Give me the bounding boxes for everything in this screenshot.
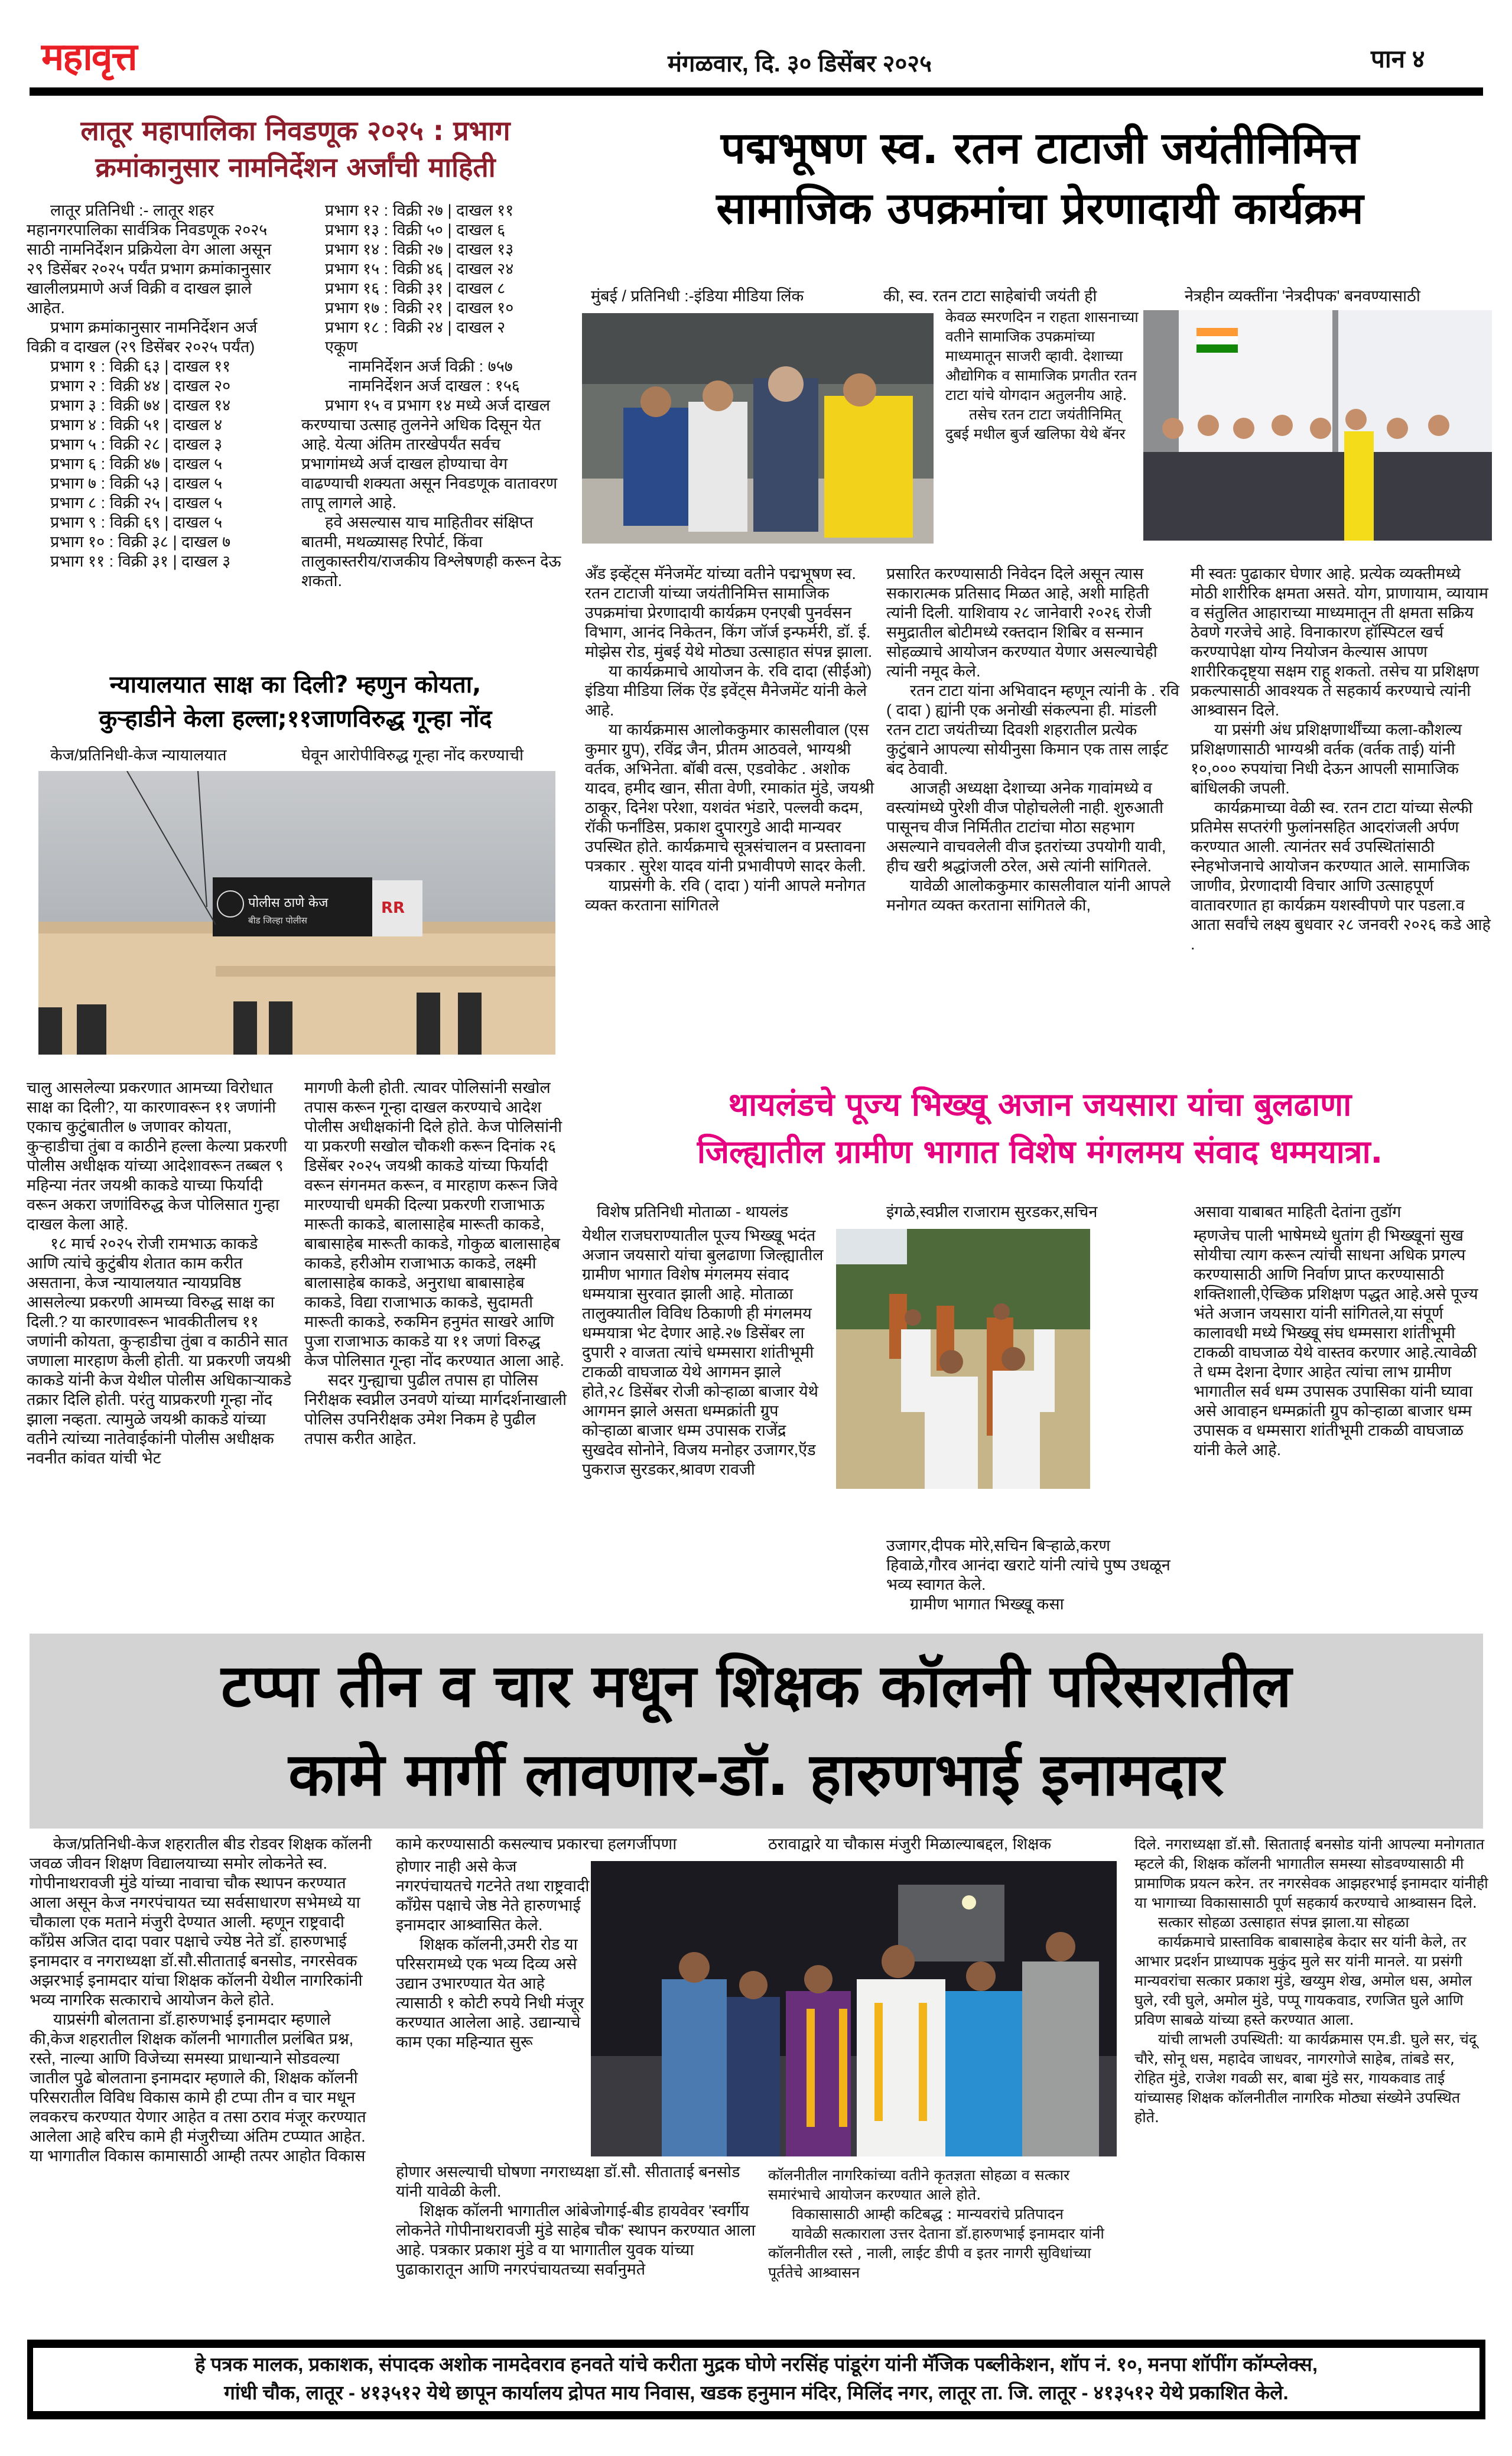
thai-byline-2: इंगळे,स्वप्नील राजाराम सुरडकर,सचिन	[886, 1203, 1098, 1221]
police-sign-subtext: बीड जिल्हा पोलीस	[248, 915, 307, 926]
colony-col-2b	[396, 2162, 762, 2279]
tata-training-photo	[1143, 310, 1492, 541]
kej-para-3: मागणी केली होती. त्यावर पोलिसांनी सखोल तपास करून गून्हा दाखल करण्याचे आदेश पोलीस अधीक्षकांनी दिले होते. केज पोलिसांनी या प्रकरणी सखोल चौकशी करून दिनांक २६ डिसेंबर २०२५ जयश्री काकडे यांच्या फिर्यादी वरून संगनमत करून, व मारहाण करून जिवे मारण्याची धमकी दिल्या प्रकरणी राजाभाऊ मारूती काकडे, बालासाहेब मारूती काकडे, बाबासाहेब मारूती काकडे, गोकुळ बालासाहेब काकडे, हरीओम राजाभाऊ काकडे, लक्ष्मी बालासाहेब काकडे, अनुराधा बाबासाहेब काकडे, विद्या राजाभाऊ काकडे, सुदामती मारूती काकडे, रुकमिन हनुमंत साखरे आणि पुजा राजाभाऊ काकडे या ११ जणां विरुद्ध केज पोलिसात गून्हा नोंद करण्यात आला आहे.	[304, 1079, 564, 1369]
colony-para-11: सत्कार सोहळा उत्साहात संपन्न झाला.या सोहळा	[1158, 1914, 1409, 1931]
thai-col-1	[582, 1226, 824, 1622]
ward-row: प्रभाग ६ : विक्री ४७ | दाखल ५	[50, 455, 223, 473]
ward-row: प्रभाग १५ : विक्री ४६ | दाखल २४	[325, 260, 514, 278]
tata-para-11: कार्यक्रमाच्या वेळी स्व. रतन टाटा यांच्या सेल्फी प्रतिमेस सप्तरंगी फुलांनसहित आदरांजली अर्पण करण्यात आली. त्यानंतर सर्व उपस्थितांसाठी स्नेहभोजनाचे आयोजन करण्यात आले. सामाजिक जाणीव, प्रेरणादायी विचार आणि उत्साहपूर्ण वातावरणात हा कार्यक्रम यशस्वीपणे पार पडला.व आता सर्वांचे लक्ष्य बुधवार २८ जनवरी २०२६ कडे आहे .	[1191, 799, 1491, 953]
election-headline-line1: लातूर महापालिका निवडणूक २०२५ : प्रभाग	[80, 115, 510, 147]
kej-para-2: १८ मार्च २०२५ रोजी रामभाऊ काकडे आणि त्यांचे कुटुंबीय शेतात काम करीत असताना, केज न्यायालयात न्यायप्रविष्ठ आसलेल्या प्रकरणी आमच्या विरुद्ध साक्ष का दिली.? या कारणावरून भावकीतीलच ११ जणांनी कोयता, कुऱ्हाडीचा तुंबा व काठीने सात जणाला मारहाण केली होती. या प्रकरणी जयश्री काकडे यांनी केज येथील पोलीस अधिकाऱ्याकडे तक्रार दिलि होती. परंतु याप्रकरणी गून्हा नोंद झाला नव्हता. त्यामुळे जयश्री काकडे यांच्या वतीने त्यांच्या नातेवाईकांनी पोलीस अधीक्षक नवनीत कांवत यांची भेट	[27, 1235, 292, 1467]
election-rows-left	[27, 357, 281, 571]
dhamma-walk-photo	[836, 1229, 1090, 1489]
kej-col-1	[27, 1078, 292, 1468]
election-headline	[24, 112, 567, 186]
thai-headline	[579, 1081, 1501, 1176]
ward-row: प्रभाग ५ : विक्री २८ | दाखल ३	[50, 435, 223, 453]
tata-para-2: या कार्यक्रमाचे आयोजन के. रवि दादा (सीईओ) इंडिया मीडिया लिंक ऐंड इवेंट्स मैनेजमेंट यांनी केले आहे.	[585, 662, 872, 719]
kej-headline-line2: कुऱ्हाडीने केला हल्ला;११जाणविरुद्ध गून्हा नोंद	[99, 705, 492, 733]
thai-para-1: येथील राजघराण्यातील पूज्य भिख्खू भदंत अजान जयसारो यांचा बुलढाणा जिल्ह्यातील ग्रामीण भागात विशेष मंगलमय संवाद धम्मयात्रा सुरवात झाली आहे. मोताळा तालुक्यातील विविध ठिकाणी ही मंगलमय धम्मयात्रा भेट देणार आहे.२७ डिसेंबर ला दुपारी २ वाजता त्यांचे धम्मसारा शांतीभूमी टाकळी वाघजाळ येथे आगमन झाले होते,२८ डिसेंबर रोजी कोऱ्हाळा बाजार येथे आगमन झाले असता धम्मक्रांती ग्रुप कोऱ्हाळा बाजार धम्म उपासक राजेंद्र सुखदेव सोनोने, विजय मनोहर उजागर,ऍड पुकराज सुरडकर,श्रावण रावजी	[582, 1227, 824, 1478]
tata-para-7: आजही अध्यक्षा देशाच्या अनेक गावांमध्ये व वस्त्यांमध्ये पुरेशी वीज पोहोचलेली नाही. शुरुआती पासूनच वीज निर्मितीत टाटांचा मोठा सहभाग असल्याने वाचवलेली वीज इतरांच्या उपयोगी यावी, हीच खरी श्रद्धांजली ठरेल, असे त्यांनी सांगितले.	[886, 779, 1166, 875]
kej-byline-right: घेवून आरोपीविरुद्ध गून्हा नोंद करण्याची	[301, 746, 523, 764]
tata-byline-2: की, स्व. रतन टाटा साहेबांची जयंती ही	[883, 287, 1097, 305]
thai-byline-1: विशेष प्रतिनिधी मोताळा - थायलंड	[597, 1203, 788, 1221]
kej-para-1: चालु आसलेल्या प्रकरणात आमच्या विरोधात साक्ष का दिली?, या कारणावरून ११ जणांनी एकाच कुटुंबातील ७ जणावर कोयता, कुऱ्हाडीचा तुंबा व काठीने हल्ला केल्या प्रकरणी पोलीस अधीक्षक यांच्या आदेशावरून तब्बल ९ महिन्या नंतर जयश्री काकडे याच्या फिर्यादी वरून अकरा जणांविरुद्ध केज पोलिसात गुन्हा दाखल केला आहे.	[27, 1079, 287, 1233]
thai-byline-3: असावा याबाबत माहिती देतांना तुडॉग	[1194, 1203, 1402, 1221]
colony-headline-line2: कामे मार्गी लावणार-डॉ. हारुणभाई इनामदार	[288, 1740, 1224, 1809]
tata-headline	[579, 118, 1501, 239]
colony-para-9: यावेळी सत्काराला उत्तर देताना डॉ.हारुणभाई इनामदार यांनी कॉलनीतील रस्ते , नाली, लाईट डीपी व इतर नागरी सुविधांच्या पूर्ततेचे आश्र्वासन	[768, 2225, 1104, 2281]
police-sign-text: पोलीस ठाणे केज	[248, 896, 329, 910]
tata-headline-line2: सामाजिक उपक्रमांचा प्रेरणादायी कार्यक्रम	[716, 183, 1364, 234]
colony-col-3	[768, 2165, 1117, 2282]
felicitation-photo	[591, 1861, 1117, 2156]
masthead-rule	[30, 87, 1483, 96]
tata-para-10: या प्रसंगी अंध प्रशिक्षणार्थींच्या कला-कौशल्य प्रशिक्षणासाठी भाग्यश्री वर्तक (वर्तक ताई) यांनी १०,००० रुपयांचा निधी देऊन आपली सामाजिक बांधिलकी जपली.	[1191, 721, 1462, 797]
tata-para-6: रतन टाटा यांना अभिवादन म्हणून त्यांनी के . रवि ( दादा ) ह्यांनी एक अनोखी संकल्पना ही. मांडली रतन टाटा जयंतीच्या दिवशी शहरातील प्रत्येक कुटुंबाने आपल्या सोयीनुसा किमान एक तास लाईट बंद ठेवावी.	[886, 682, 1179, 778]
thai-para-4: म्हणजेच पाली भाषेमध्ये धुतांग ही भिख्खूनां सुख सोयीचा त्याग करून त्यांची साधना अधिक प्रगल्प करण्यासाठी आणि निर्वाण प्राप्त करण्यासाठी शक्तिशाली,ऐच्छिक प्रशिक्षण पद्धत आहे.असे पूज्य भंते अजान जयसारा यांनी सांगितले,या संपूर्ण कालावधी मध्ये भिख्खू संघ धम्मसारा शांतीभूमी टाकळी वाघजाळ येथे वास्तव करणार आहे.त्यावेळी ते धम्म देशना देणार आहेत त्यांचा लाभ ग्रामीण भागातील सर्व धम्म उपासक उपासिका यांनी घ्यावा असे आवाहन धम्मक्रांती ग्रुप कोऱ्हाळा बाजार धम्म उपासक व धम्मसारा शांतीभूमी टाकळी वाघजाळ यांनी केले आहे.	[1194, 1227, 1478, 1459]
kej-col-2	[304, 1078, 567, 1449]
colony-headline-banner	[30, 1634, 1483, 1829]
issue-date: मंगळवार, दि. ३० डिसेंबर २०२५	[668, 51, 932, 77]
colony-para-4: शिक्षक कॉलनी,उमरी रोड या परिसरामध्ये एक भव्य दिव्य असे उद्यान उभारण्यात येत आहे त्यासाठी १ कोटी रुपये निधी मंजूर करण्यात आलेला आहे. उद्यान्याचे काम एका महिन्यात सुरू	[396, 1935, 584, 2051]
tata-headline-line1: पद्मभूषण स्व. रतन टाटाजी जयंतीनिमित्त	[720, 123, 1360, 174]
masthead-logo: महावृत्त	[41, 35, 136, 79]
ward-row: प्रभाग ३ : विक्री ७४ | दाखल १४	[50, 396, 231, 414]
colony-col-2	[396, 1857, 591, 2052]
ward-row: प्रभाग ४ : विक्री ५१ | दाखल ४	[50, 416, 223, 434]
election-intro: लातूर प्रतिनिधी :- लातूर शहर महानगरपालिका सार्वत्रिक निवडणूक २०२५ साठी नामनिर्देशन प्रक्रियेला वेग आला असून २९ डिसेंबर २०२५ पर्यंत प्रभाग क्रमांकानुसार खालीलप्रमाणे अर्ज विक्री व दाखल झाले आहेत.	[27, 201, 272, 317]
colony-col-1	[30, 1834, 378, 2166]
ward-row: प्रभाग १२ : विक्री २७ | दाखल ११	[325, 201, 514, 219]
police-station-photo	[38, 771, 555, 1055]
colony-para-2: याप्रसंगी बोलताना डॉ.हारुणभाई इनामदार म्हणाले की,केज शहरातील शिक्षक कॉलनी भागातील प्रलंबित प्रश्न, रस्ते, नाल्या आणि विजेच्या समस्या प्राधान्याने सोडवल्या जातील पुढे बोलताना इनामदार म्हणाले की, शिक्षक कॉलनी परिसरातील विविध विकास कामे ही टप्पा तीन व चार मधून लवकरच करण्यात येणार आहेत व तसा ठराव मंजूर करण्यात आलेला आहे बरिच कामे ही मंजुरीच्या अंतिम टप्प्यात आहेत. या भागातील विकास कामासाठी आम्ही तत्पर आहोत विकास	[30, 2011, 366, 2165]
page-number: पान ४	[1371, 45, 1425, 73]
thai-col-2	[886, 1536, 1182, 1614]
election-total-label: एकूण	[325, 338, 358, 356]
election-rows-right	[301, 201, 561, 337]
thai-headline-line2: जिल्ह्यातील ग्रामीण भागात विशेष मंगलमय संवाद धम्मयात्रा.	[697, 1133, 1383, 1170]
colony-para-13: यांची लाभली उपस्थिती: या कार्यक्रमास एम.डी. घुले सर, चंदू चौरे, सोनू धस, महादेव जाधवर, नागरगोजे साहेब, तांबडे सर, रोहित मुंडे, राजेश गवळी सर, बाबा मुंडे सर, गायकवाड ताई यांच्यासह शिक्षक कॉलनीतील नागरिक मोठ्या संख्येने उपस्थित होते.	[1134, 2031, 1477, 2126]
election-total-sold: नामनिर्देशन अर्ज विक्री : ७५७	[349, 357, 513, 375]
colony-col-2-top: कामे करण्यासाठी कसल्याच प्रकारचा हलगर्जीपणा	[396, 1835, 677, 1853]
kej-para-4: सदर गुन्ह्याचा पुढील तपास हा पोलिस निरीक्षक स्वप्नील उनवणे यांच्या मार्गदर्शनाखाली पोलिस उपनिरीक्षक उमेश निकम हे पुढील तपास करीत आहेत.	[304, 1371, 567, 1447]
ward-row: प्रभाग ११ : विक्री ३१ | दाखल ३	[50, 552, 231, 570]
ward-row: प्रभाग १ : विक्री ६३ | दाखल ११	[50, 357, 231, 375]
election-para-b: हवे असल्यास याच माहितीवर संक्षिप्त बातमी, मथळ्यासह रिपोर्ट, किंवा तालुकास्तरीय/राजकीय विश्लेषणही करून देऊ शकतो.	[301, 513, 561, 590]
tata-event-photo	[582, 313, 934, 544]
kej-byline-left: केज/प्रतिनिधी-केज न्यायालयात	[50, 746, 227, 764]
tata-byline-3: नेत्रहीन व्यक्तींना 'नेत्रदीपक' बनवण्यासाठी	[1185, 287, 1420, 305]
colony-para-12: कार्यक्रमाचे प्रास्ताविक बाबासाहेब केदार सर यांनी केले, तर आभार प्रदर्शन प्राध्यापक मुकुंद मुले सर यांनी मानले. या प्रसंगी मान्यवरांचा सत्कार प्रकाश मुंडे, खय्युम शेख, अमोल धस, अमोल घुले, रवी घुले, अमोल मुंडे, पप्पू गायकवाड, रणजित घुले आणि प्रविण साबळे यांच्या हस्ते करण्यात आला.	[1134, 1933, 1472, 2028]
kej-headline-line1: न्यायालयात साक्ष का दिली? म्हणुन कोयता,	[109, 671, 482, 698]
thai-col-3	[1099, 1226, 1489, 1460]
thai-para-2: उजागर,दीपक मोरे,सचिन बिऱ्हाळे,करण हिवाळे,गौरव आनंदा खराटे यांनी त्यांचे पुष्प उधळून भव्य स्वागत केले.	[886, 1537, 1170, 1593]
colony-para-3: होणार नाही असे केज नगरपंचायतचे गटनेते तथा राष्ट्रवादी कॉंग्रेस पक्षाचे जेष्ठ नेते हारुणभाई इनामदार आश्र्वासित केले.	[396, 1858, 590, 1934]
election-para-a: प्रभाग १५ व प्रभाग १४ मध्ये अर्ज दाखल करण्याचा उत्साह तुलनेने अधिक दिसून येत आहे. येत्या अंतिम तारखेपर्यंत सर्वच प्रभागांमध्ये अर्ज दाखल होण्याचा वेग वाढण्याची शक्यता असून निवडणूक वातावरण तापू लागले आहे.	[301, 396, 558, 512]
colony-col-4	[1134, 1834, 1489, 2127]
ward-row: प्रभाग १० : विक्री ३८ | दाखल ७	[50, 533, 231, 551]
colony-headline-line1: टप्पा तीन व चार मधून शिक्षक कॉलनी परिसरातील	[221, 1651, 1292, 1720]
election-headline-line2: क्रमांकानुसार नामनिर्देशन अर्जांची माहिती	[95, 151, 496, 183]
colony-para-6: शिक्षक कॉलनी भागातील आंबेजोगाई-बीड हायवेवर 'स्वर्गीय लोकनेते गोपीनाथरावजी मुंडे साहेब चौक' स्थापन करण्यात आला आहे. पत्रकार प्रकाश मुंडे व या भागातील युवक यांच्या पुढाकारातून आणि नगरपंचायतच्या सर्वानुमते	[396, 2202, 756, 2278]
tata-col-2	[886, 564, 1182, 915]
ward-row: प्रभाग १६ : विक्री ३१ | दाखल ८	[325, 279, 506, 297]
thai-para-3: ग्रामीण भागात भिख्खू कसा	[910, 1595, 1064, 1613]
ward-row: प्रभाग १७ : विक्री २१ | दाखल १०	[325, 299, 514, 317]
ward-row: प्रभाग १८ : विक्री २४ | दाखल २	[325, 318, 506, 336]
tata-byline-1: मुंबई / प्रतिनिधी :-इंडिया मीडिया लिंक	[591, 287, 804, 305]
tata-para-8: यावेळी आलोककुमार कासलीवाल यांनी आपले मनोगत व्यक्त करताना सांगितले की,	[886, 877, 1171, 914]
election-intro2: प्रभाग क्रमांकानुसार नामनिर्देशन अर्ज विक्री व दाखल (२९ डिसेंबर २०२५ पर्यंत)	[27, 318, 258, 356]
tata-para-3: या कार्यक्रमास आलोककुमार कासलीवाल (एस कुमार ग्रुप), रविंद्र जैन, प्रीतम आठवले, भाग्यश्री वर्तक, अभिनेता. बॉबी वत्स, एडवोकेट . अशोक यादव, हमीद खान, सीता वेणी, रमाकांत मुंडे, जयश्री ठाकूर, दिनेश परेशा, यशवंत भंडारे, पल्लवी कदम, रॉकी फर्नांडिस, प्रकाश दुपारगुडे आदी मान्यवर उपस्थित होते. कार्यक्रमाचे सूत्रसंचालन व प्रस्तावना पत्रकार . सुरेश यादव यांनी प्रभावीपणे सादर केली.	[585, 721, 874, 875]
tata-side-para2: तसेच रतन टाटा जयंतीनिमित् दुबई मधील बुर्ज खलिफा येथे बॅनर	[945, 406, 1126, 443]
colony-para-1: केज/प्रतिनिधी-केज शहरातील बीड रोडवर शिक्षक कॉलनी जवळ जीवन शिक्षण विद्यालयाच्या समोर लोकनेते स्व. गोपीनाथरावजी मुंडे यांच्या नावाचा चौक स्थापन करण्यात आला असून केज नगरपंचायत च्या सर्वसाधारण सभेमध्ये या चौकाला एक मताने मंजुरी देण्यात आली. म्हणून राष्ट्रवादी कॉंग्रेस अजित दादा पवार पक्षाचे ज्येष्ठ नेते डॉ. हारुणभाई इनामदार व नगराध्यक्षा डॉ.सौ.सीताताई बनसोड, नगरसेवक अझरभाई इनामदार यांचा शिक्षक कॉलनी येथील नागरिकांनी भव्य नागरिक सत्काराचे आयोजन केले होते.	[30, 1835, 372, 2009]
election-col-left	[27, 201, 281, 571]
imprint-footer	[27, 2340, 1485, 2419]
ward-row: प्रभाग २ : विक्री ४४ | दाखल २०	[50, 377, 231, 395]
tata-para-5: प्रसारित करण्यासाठी निवेदन दिले असून त्यास सकारात्मक प्रतिसाद मिळत आहे, अशी माहिती त्यांनी दिली. याशिवाय २८ जानेवारी २०२६ रोजी समुद्रातील बोटीमध्ये रक्तदान शिबिर व सन्मान सोहळ्याचे आयोजन करण्यात येणार असल्याचेही त्यांनी नमूद केले.	[886, 565, 1157, 680]
tata-col-1	[585, 564, 880, 915]
imprint-line-2: गांधी चौक, लातूर - ४१३५१२ येथे छापून कार्यालय द्रोपत माय निवास, खडक हनुमान मंदिर, मिलिंद नगर, लातूर ता. जि. लातूर - ४१३५१२ येथे प्रकाशित केले.	[224, 2382, 1289, 2403]
tata-side-col	[945, 307, 1140, 444]
tata-para-4: याप्रसंगी के. रवि ( दादा ) यांनी आपले मनोगत व्यक्त करताना सांगितले	[585, 877, 866, 914]
svg-text:RR: RR	[381, 899, 405, 917]
election-total-filed: नामनिर्देशन अर्ज दाखल : १५६	[349, 377, 520, 395]
tata-side-para: केवळ स्मरणदिन न राहता शासनाच्या वतीने सामाजिक उपक्रमांच्या माध्यमातून साजरी व्हावी. देशाच्या औद्योगिक व सामाजिक प्रगतीत रतन टाटा यांचे योगदान अतुलनीय आहे.	[945, 308, 1139, 404]
colony-para-5: होणार असल्याची घोषणा नगराध्यक्षा डॉ.सौ. सीताताई बनसोड यांनी यावेळी केली.	[396, 2163, 740, 2200]
election-col-right	[301, 201, 561, 591]
imprint-line-1: हे पत्रक मालक, प्रकाशक, संपादक अशोक नामदेवराव हनवते यांचे करीता मुद्रक घोणे नरसिंह पांडूरंग यांनी मॅजिक पब्लीकेशन, शॉप नं. १०, मनपा शॉपींग कॉम्प्लेक्स,	[194, 2353, 1318, 2375]
ward-row: प्रभाग ९ : विक्री ६९ | दाखल ५	[50, 513, 223, 531]
colony-para-8: विकासासाठी आम्ही कटिबद्ध : मान्यवरांचे प्रतिपादन	[792, 2205, 1064, 2223]
ward-row: प्रभाग १३ : विक्री ५० | दाखल ६	[325, 221, 506, 239]
ward-row: प्रभाग ८ : विक्री २५ | दाखल ५	[50, 494, 223, 512]
thai-headline-line1: थायलंडचे पूज्य भिख्खू अजान जयसारा यांचा बुलढाणा	[728, 1086, 1352, 1123]
tata-col-3	[1191, 564, 1492, 954]
ward-row: प्रभाग ७ : विक्री ५३ | दाखल ५	[50, 474, 223, 492]
tata-para-1: अँड इव्हेंट्स मॅनेजमेंट यांच्या वतीने पद्मभूषण स्व. रतन टाटाजी यांच्या जयंतीनिमित्त सामाजिक उपक्रमांचा प्रेरणादायी कार्यक्रम एनएबी पुनर्वसन विभाग, आनंद निकेतन, किंग जॉर्ज इन्फर्मरी, डॉ. ई. मोझेस रोड, मुंबई येथे मोठ्या उत्साहात संपन्न झाला.	[585, 565, 873, 661]
tata-para-9: मी स्वतः पुढाकार घेणार आहे. प्रत्येक व्यक्तीमध्ये मोठी शारीरिक क्षमता असते. योग, प्राणायाम, व्यायाम व संतुलित आहाराच्या माध्यमातून ती क्षमता सक्रिय ठेवणे गरजेचे आहे. विनाकारण हॉस्पिटल खर्च करण्यापेक्षा योग्य नियोजन केल्यास आपण शारीरिकदृष्ट्या सक्षम राहू शकतो. तसेच या प्रशिक्षण प्रकल्पासाठी आवश्यक ते सहकार्य करण्याचे त्यांनी आश्र्वासन दिले.	[1191, 565, 1488, 719]
colony-para-10: दिले. नगराध्यक्षा डॉ.सौ. सिताताई बनसोड यांनी आपल्या मनोगतात म्हटले की, शिक्षक कॉलनी भागातील समस्या सोडवण्यासाठी मी प्रामाणिक प्रयत्न करेन. तर नगरसेवक आझहरभाई इनामदार यांनीही या भागाच्या विकासासाठी पूर्ण सहकार्य करण्याचे आश्र्वासन दिले.	[1134, 1836, 1488, 1911]
kej-headline	[24, 668, 567, 736]
ward-row: प्रभाग १४ : विक्री २७ | दाखल १३	[325, 240, 514, 258]
colony-col-3-top: ठरावाद्वारे या चौकास मंजुरी मिळाल्याबद्दल, शिक्षक	[768, 1835, 1052, 1853]
colony-para-7: कॉलनीतील नागरिकांच्या वतीने कृतज्ञता सोहळा व सत्कार समारंभाचे आयोजन करण्यात आले होते.	[768, 2167, 1070, 2203]
